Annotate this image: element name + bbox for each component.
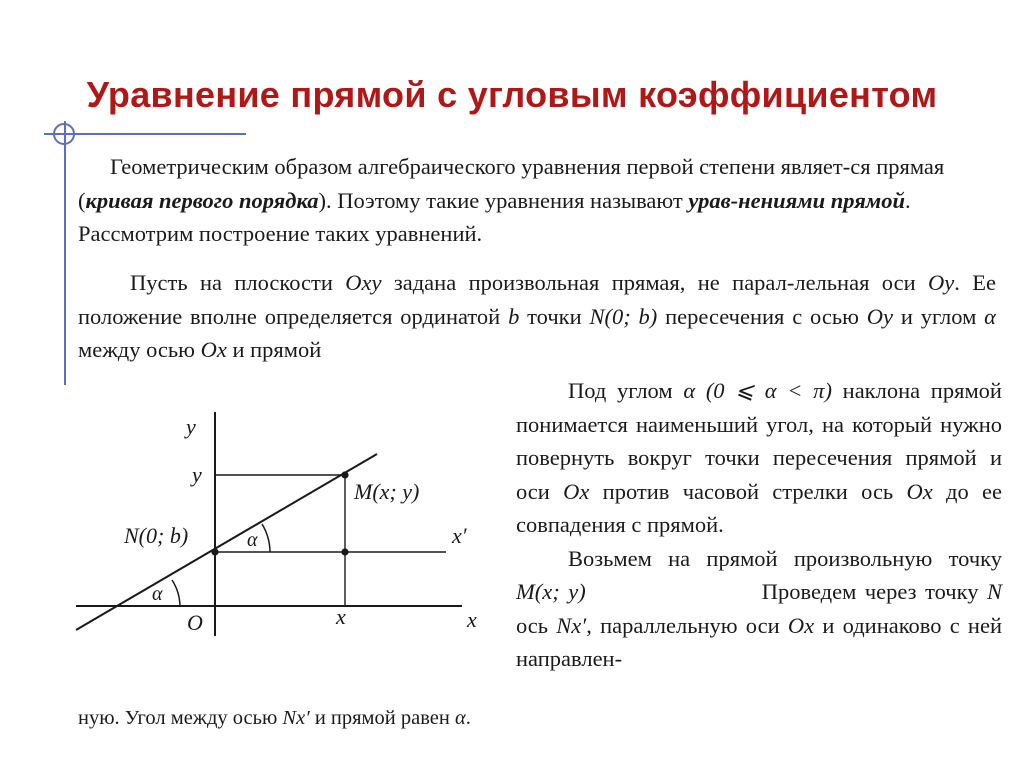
setup-paragraph: Пусть на плоскости Oxy задана произвольная прямая, не парал-лельная оси Oy. Ее положение вполне определяется ординатой b точки N(0; b) пересечения с осью Oy и углом α между осью Ox и прямой (78, 270, 996, 362)
point-n (211, 548, 218, 555)
n-point-label: N(0; b) (124, 523, 189, 548)
angle-arc-upper (262, 524, 270, 552)
x-prime-label: x′ (452, 523, 467, 548)
closing-line: ную. Угол между осью Nx′ и прямой равен α. (78, 707, 471, 729)
y-tick-label: y (192, 462, 202, 487)
intro-paragraph: Геометрическим образом алгебраического уравнения первой степени являет-ся прямая (кривая первого порядка). Поэтому такие уравнения называют урав-нениями прямой. Рассмотрим построение таких уравнений. (78, 154, 945, 246)
x-axis-label: x (467, 607, 477, 632)
point-x-prime (341, 548, 348, 555)
point-m (341, 471, 348, 478)
slide-title: Уравнение прямой с угловым коэффициентом (86, 74, 938, 115)
term-first-order-curve: кривая первого порядка (85, 187, 319, 213)
angle-definition-paragraph: Под углом α (0 ⩽ α < π) наклона прямой понимается наименьший угол, на который нужно повернуть вокруг точки пересечения прямой и оси Ox против часовой стрелки ось Ox до ее совпадения с прямой. Возьмем на прямой произвольную точку M(x; y) Проведем через точку N ось Nx′, параллельную оси Ox и одинаково с ней направлен- (516, 378, 1003, 671)
decorative-circle (53, 123, 75, 145)
origin-label: O (187, 610, 203, 635)
slanted-line (76, 454, 377, 630)
alpha-upper-label: α (247, 529, 258, 551)
x-tick-label: x (336, 604, 346, 629)
decorative-vertical-rule (64, 121, 66, 385)
y-axis-label: y (186, 414, 196, 439)
angle-arc-lower (172, 580, 180, 606)
coordinate-diagram (74, 402, 494, 636)
term-line-equations: урав-нениями прямой (688, 187, 905, 213)
alpha-lower-label: α (152, 583, 163, 605)
m-point-label: M(x; y) (354, 479, 420, 504)
